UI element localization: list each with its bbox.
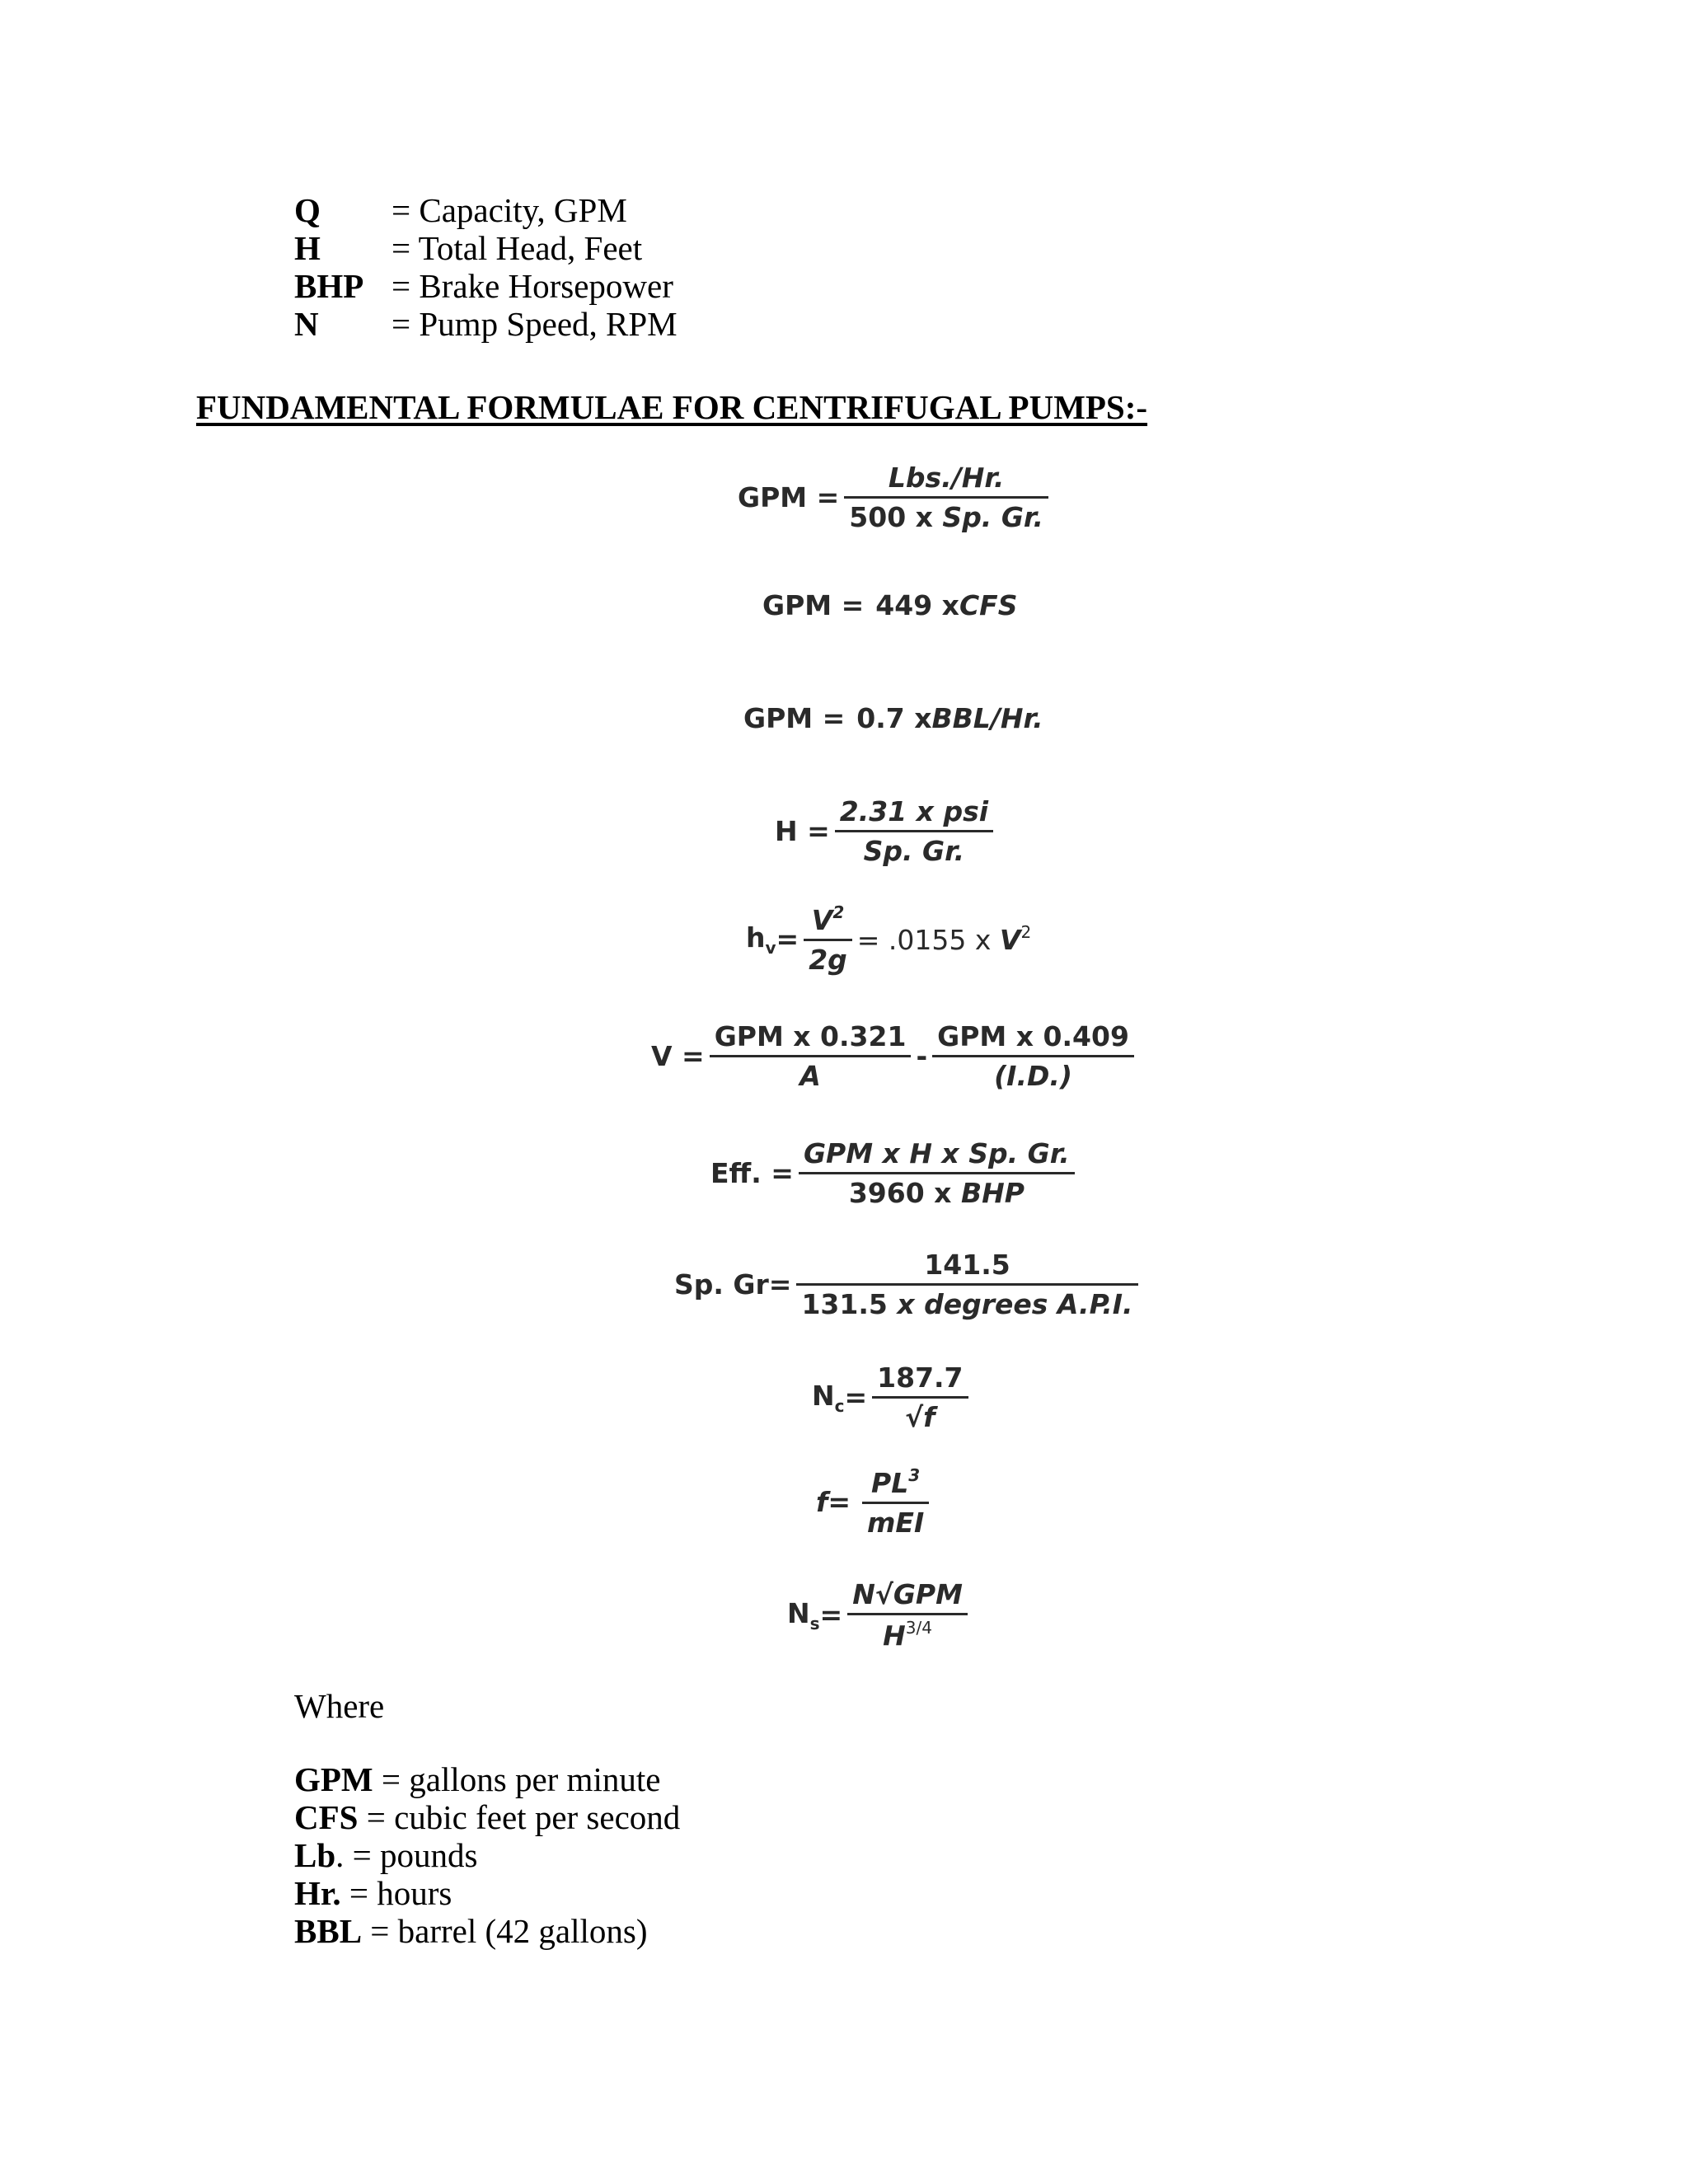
legend-text: = barrel (42 gallons) (362, 1912, 648, 1950)
fraction (844, 462, 1048, 533)
numerator: N√GPM (852, 1578, 963, 1610)
definition-symbol: Q (294, 191, 321, 229)
formula-velocity (651, 1020, 1139, 1092)
formula-critical-speed: $N_c$ = $\frac{187.7}{√f}$ (812, 1361, 973, 1433)
denominator: 131.5 x degrees A.P.I. (801, 1288, 1133, 1320)
formula-term: BBL/Hr. (931, 702, 1043, 734)
fraction (862, 1465, 929, 1539)
legend-abbr: GPM (294, 1760, 373, 1798)
legend-abbr: BBL (294, 1912, 363, 1950)
legend-abbr: Hr. (294, 1874, 341, 1912)
sqrt-icon: √ (874, 1578, 893, 1610)
sqrt-icon: √ (905, 1401, 924, 1433)
formula-gpm-bbl (743, 702, 1043, 734)
formula-term: CFS (959, 589, 1018, 621)
formula-specific-gravity (674, 1249, 1143, 1320)
legend-row (294, 1760, 680, 1798)
formula-lhs: V = (651, 1040, 705, 1072)
definition-text: = Capacity, GPM (392, 191, 627, 229)
denominator: Sp. Gr. (863, 835, 965, 867)
denominator: mEI (867, 1507, 925, 1539)
definition-text: = Brake Horsepower (392, 267, 673, 305)
formula-gpm-cfs (762, 589, 1017, 621)
legend-row (294, 1874, 680, 1912)
variable-definitions (294, 191, 678, 343)
formula-velocity-head: $h_v$ = $\frac{V^2}{2g}$ = .0155 x $V^2$ (746, 902, 1032, 976)
abbreviation-legend (294, 1760, 680, 1950)
denominator: 2g (809, 944, 847, 976)
numerator: Lbs./Hr. (888, 462, 1005, 494)
definition-row (294, 305, 678, 343)
numerator: 187.7 (877, 1361, 964, 1394)
formula-specific-speed: $N_s$ = $\frac{\text{N√GPM}}{H^{3/4}}$ (787, 1578, 973, 1652)
formula-lhs: H = (775, 815, 830, 847)
formula-lhs: Eff. = (710, 1157, 794, 1189)
numerator: $PL^3$ (871, 1465, 921, 1499)
formula-lhs: Sp. Gr= (674, 1268, 792, 1301)
legend-row (294, 1798, 680, 1836)
definition-row (294, 191, 678, 229)
legend-row (294, 1912, 680, 1950)
denominator: 500 x Sp. Gr. (849, 501, 1044, 533)
legend-text: = cubic feet per second (358, 1798, 681, 1836)
legend-abbr: Lb (294, 1836, 336, 1874)
formula-deflection: f = $\frac{PL^3}{\text{mEI}}$ (816, 1465, 934, 1539)
formula-rhs: = .0155 x $V^2$ (856, 922, 1032, 956)
denominator: (I.D.) (994, 1060, 1072, 1092)
fraction (804, 902, 852, 976)
formula-lhs: $h_v$ (746, 921, 776, 958)
fraction (835, 795, 993, 867)
definition-symbol: N (294, 305, 319, 343)
formula-efficiency (710, 1137, 1080, 1209)
definition-text: = Pump Speed, RPM (392, 305, 678, 343)
definition-symbol: H (294, 229, 321, 267)
definition-symbol: BHP (294, 267, 364, 305)
numerator: GPM x 0.409 (937, 1020, 1129, 1052)
numerator: 141.5 (924, 1249, 1010, 1281)
formula-separator: - (916, 1040, 928, 1072)
numerator: GPM x 0.321 (714, 1020, 907, 1052)
formula-lhs: $N_s$ (787, 1596, 820, 1633)
numerator: 2.31 x psi (839, 795, 989, 827)
legend-text: = gallons per minute (373, 1760, 661, 1798)
numerator: GPM x H x Sp. Gr. (803, 1137, 1070, 1169)
fraction (847, 1578, 968, 1652)
legend-text: . = pounds (335, 1836, 478, 1874)
definition-row (294, 229, 678, 267)
formula-lhs: GPM = (743, 702, 846, 734)
formula-head (775, 795, 998, 867)
fraction (796, 1249, 1137, 1320)
denominator: A (799, 1060, 821, 1092)
where-label: Where (294, 1687, 385, 1725)
formula-lhs: GPM = (738, 481, 840, 513)
formula-gpm-lbs (738, 462, 1053, 533)
denominator: 3960 x BHP (848, 1177, 1025, 1209)
fraction (710, 1020, 912, 1092)
numerator: $V^2$ (811, 902, 845, 936)
fraction (932, 1020, 1134, 1092)
fraction (872, 1361, 968, 1433)
formula-term: 449 x (875, 589, 959, 621)
legend-text: = hours (340, 1874, 452, 1912)
definition-text: = Total Head, Feet (392, 229, 643, 267)
formula-term: 0.7 x (856, 702, 932, 734)
formula-lhs: GPM = (762, 589, 865, 621)
section-heading: FUNDAMENTAL FORMULAE FOR CENTRIFUGAL PUMPS:- (196, 388, 1148, 426)
legend-abbr: CFS (294, 1798, 359, 1836)
formula-lhs: $N_c$ (812, 1379, 845, 1416)
denominator: √f (905, 1401, 935, 1433)
denominator: $H^{3/4}$ (883, 1618, 932, 1652)
legend-row (294, 1836, 680, 1874)
definition-row (294, 267, 678, 305)
fraction (799, 1137, 1075, 1209)
formula-lhs: f (816, 1486, 828, 1518)
